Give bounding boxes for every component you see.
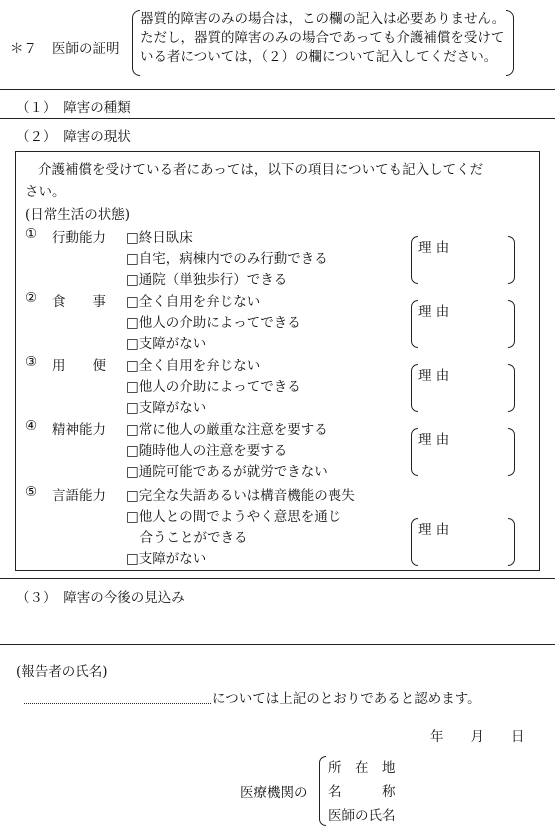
reason-left-bracket [411, 428, 418, 476]
header-label: 医師の証明 [52, 41, 120, 57]
item-label: 精神能力 [52, 422, 106, 438]
item-label: 用 便 [52, 358, 106, 374]
reporter-name-line[interactable] [24, 703, 211, 704]
note-left-bracket [132, 10, 140, 76]
option-checkbox[interactable]: □他人の介助によってできる [126, 379, 301, 395]
institution-name: 名 称 [328, 784, 396, 800]
reason-right-bracket [508, 428, 515, 476]
item-label: 食 事 [52, 294, 106, 310]
reason-right-bracket [508, 236, 515, 284]
option-checkbox[interactable]: □支障がない [126, 336, 207, 352]
reason-label: 理 由 [418, 240, 450, 256]
reason-left-bracket [411, 236, 418, 284]
option-checkbox[interactable]: □通院（単独歩行）できる [126, 272, 288, 288]
certification-statement: については上記のとおりであると認めます。 [212, 691, 481, 707]
option-checkbox[interactable]: □常に他人の厳重な注意を要する [126, 422, 328, 438]
option-checkbox[interactable]: □支障がない [126, 400, 207, 416]
item-label: 行動能力 [52, 230, 106, 246]
reason-right-bracket [508, 300, 515, 348]
intro-line-2: さい。 [25, 184, 66, 200]
divider [0, 89, 555, 90]
reason-label: 理 由 [418, 522, 450, 538]
option-checkbox[interactable]: □完全な失語あるいは構音機能の喪失 [126, 488, 355, 504]
item-number: ⑤ [25, 484, 38, 500]
section2-title: （２） 障害の現状 [16, 129, 131, 145]
note-right-bracket [506, 10, 514, 76]
daily-life-subheading: (日常生活の状態) [25, 207, 131, 223]
intro-line-1: 介護補償を受けている者にあっては，以下の項目についても記入してくだ [38, 162, 484, 178]
option-checkbox[interactable]: □通院可能であるが就労できない [126, 464, 328, 480]
option-checkbox[interactable]: □全く自用を弁じない [126, 294, 261, 310]
option-checkbox[interactable]: □自宅，病棟内でのみ行動できる [126, 251, 328, 267]
option-checkbox[interactable]: □支障がない [126, 551, 207, 567]
option-checkbox[interactable]: □全く自用を弁じない [126, 358, 261, 374]
divider [0, 118, 555, 119]
date-line: 年 月 日 [430, 729, 525, 745]
reason-left-bracket [411, 300, 418, 348]
option-checkbox[interactable]: □他人との間でようやく意思を通じ [126, 509, 342, 525]
option-checkbox[interactable]: □他人の介助によってできる [126, 315, 301, 331]
reason-label: 理 由 [418, 432, 450, 448]
item-number: ③ [25, 354, 38, 370]
option-continuation: 合うことができる [126, 530, 248, 546]
divider [0, 644, 555, 645]
reason-label: 理 由 [418, 304, 450, 320]
option-checkbox[interactable]: □随時他人の注意を要する [126, 443, 288, 459]
item-label: 言語能力 [52, 488, 106, 504]
reason-left-bracket [411, 518, 418, 566]
institution-address: 所 在 地 [328, 760, 396, 776]
header-note: 器質的障害のみの場合は，この欄の記入は必要ありません。ただし，器質的障害のみの場合であっても介護補償を受けている者については，（２）の欄について記入してください。 [140, 11, 506, 65]
section1-title: （１） 障害の種類 [16, 100, 131, 116]
divider [0, 578, 555, 579]
section3-title: （３） 障害の今後の見込み [16, 590, 185, 606]
item-number: ① [25, 226, 38, 242]
doctor-name: 医師の氏名 [328, 808, 396, 824]
reason-label: 理 由 [418, 368, 450, 384]
institution-bracket [319, 756, 326, 826]
item-number: ② [25, 290, 38, 306]
reporter-label: (報告者の氏名) [16, 664, 108, 680]
option-checkbox[interactable]: □終日臥床 [126, 230, 193, 246]
item-number: ④ [25, 418, 38, 434]
reason-right-bracket [508, 364, 515, 412]
reason-right-bracket [508, 518, 515, 566]
reason-left-bracket [411, 364, 418, 412]
header-mark: ＊７ [10, 41, 37, 57]
institution-label: 医療機関の [240, 785, 308, 801]
